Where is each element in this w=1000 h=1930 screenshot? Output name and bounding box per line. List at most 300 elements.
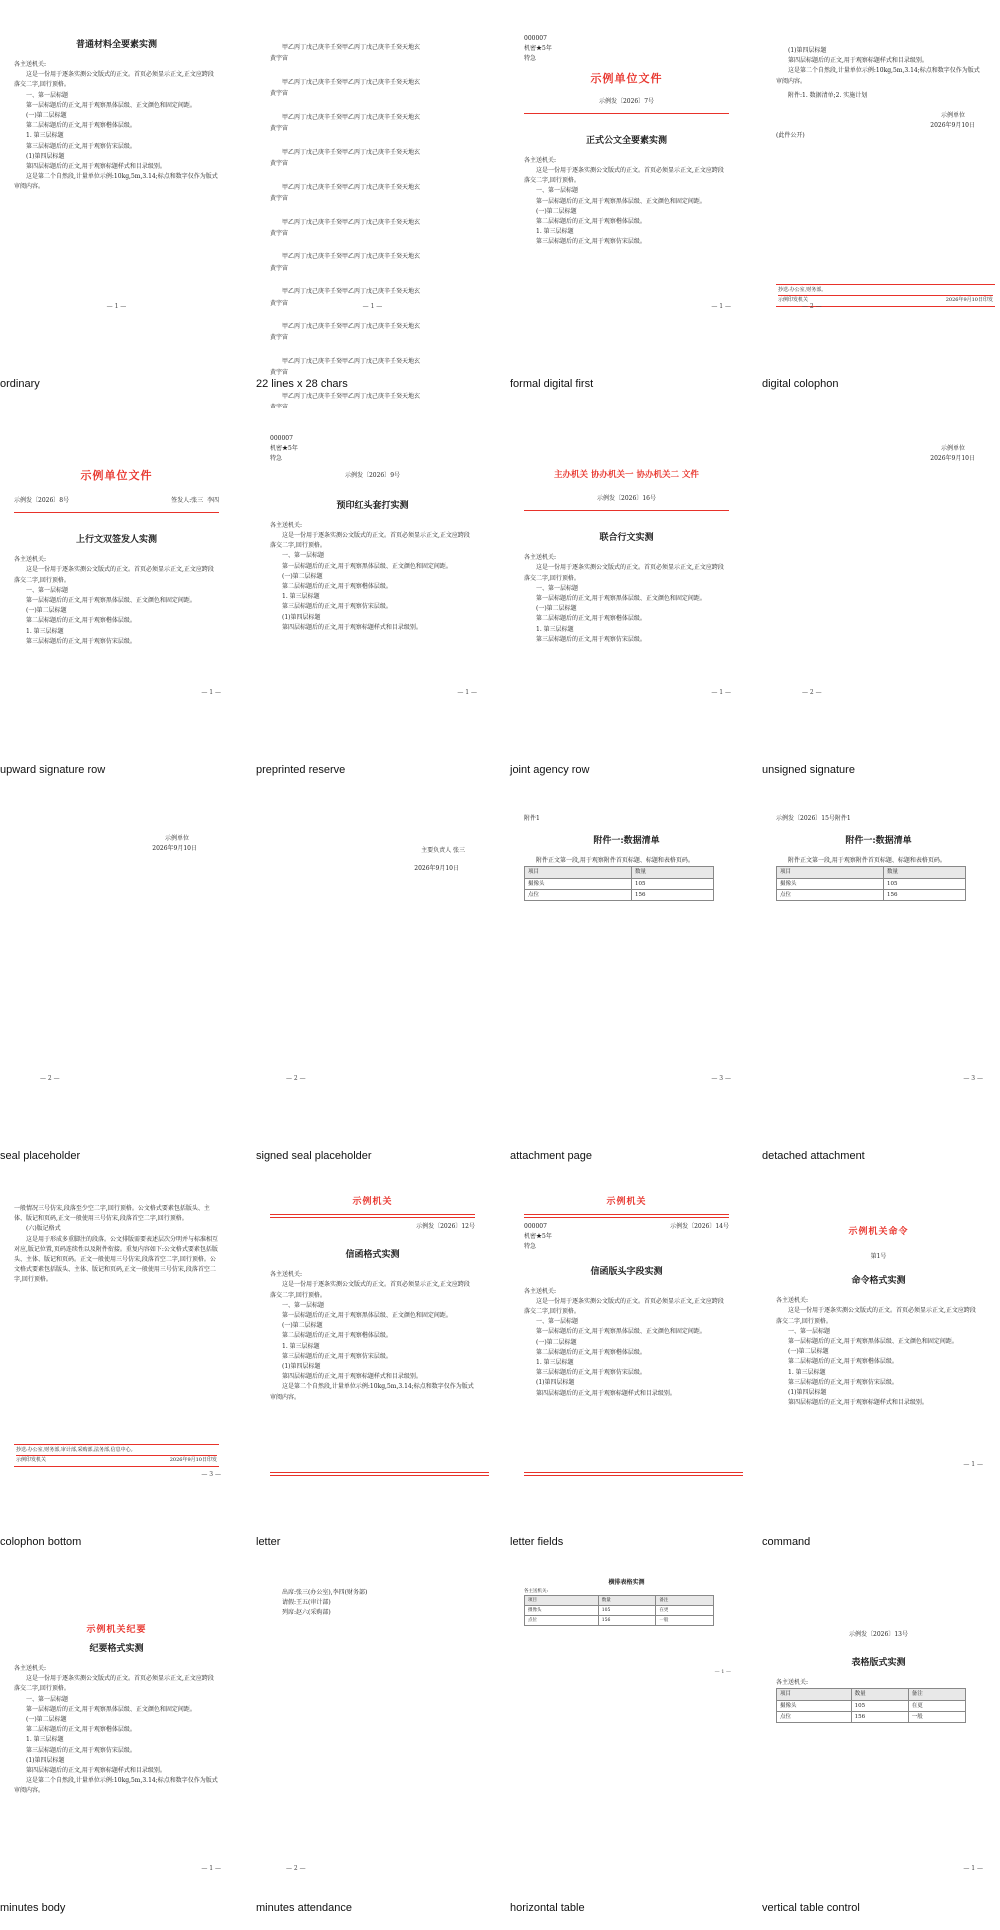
paragraph: 第二层标题后的正文,用于观察楷体层级。 bbox=[536, 615, 646, 623]
paragraph: 第三层标题后的正文,用于观察仿宋层级。 bbox=[26, 1746, 136, 1754]
heading-level-1: 一、第一层标题 bbox=[282, 552, 325, 560]
issue-date: 2026年9月10日印发 bbox=[945, 297, 993, 303]
table-cell: 项目 bbox=[525, 867, 632, 878]
doc-title: 信函格式实测 bbox=[345, 1250, 400, 1261]
document-page bbox=[762, 1180, 995, 1510]
signature-date: 2026年9月10日 bbox=[930, 122, 975, 130]
document-number: 示例发〔2026〕9号 bbox=[344, 471, 401, 479]
signature-date: 2026年9月10日 bbox=[930, 455, 975, 463]
paragraph: 第一层标题后的正文,用于观察黑体层级、正文颜色和固定间距。 bbox=[536, 1328, 706, 1336]
issuing-org-title: 示例机关纪要 bbox=[86, 1625, 147, 1635]
document-page bbox=[510, 408, 743, 738]
signer-group bbox=[171, 496, 219, 506]
table-cell: 摄像头 bbox=[777, 878, 884, 889]
sample-joint-agency-row bbox=[510, 408, 743, 788]
document-page bbox=[0, 22, 233, 352]
signer-row bbox=[14, 496, 219, 506]
paragraph: 第二层标题后的正文,用于观察楷体层级。 bbox=[26, 1726, 136, 1734]
heading-level-2: (一)第二层标题 bbox=[536, 605, 577, 613]
data-table bbox=[776, 1688, 966, 1723]
addressee: 各主送机关: bbox=[14, 556, 47, 564]
document-page bbox=[510, 1180, 743, 1510]
paragraph: 第三层标题后的正文,用于观察仿宋层级。 bbox=[282, 1352, 392, 1360]
sample-detached-attachment bbox=[762, 794, 995, 1174]
attachment-label: 示例发〔2026〕15号附件1 bbox=[776, 815, 851, 822]
document-number: 示例发〔2026〕16号 bbox=[597, 495, 656, 502]
paragraph: 第三层标题后的正文,用于观察仿宋层级。 bbox=[536, 1369, 646, 1377]
addressee: 各主送机关: bbox=[270, 521, 303, 529]
paragraph: 第一层标题后的正文,用于观察黑体层级、正文颜色和固定间距。 bbox=[282, 1312, 452, 1320]
document-page bbox=[256, 408, 489, 738]
paragraph: 第二层标题后的正文,用于观察楷体层级。 bbox=[788, 1358, 898, 1366]
sample-caption: seal placeholder bbox=[0, 1150, 81, 1162]
table-cell: 105 bbox=[884, 878, 966, 889]
table-row bbox=[777, 878, 966, 889]
page-number: — 1 — bbox=[362, 302, 383, 310]
grid-line: 甲乙丙丁戊己庚辛壬癸甲乙丙丁戊己庚辛壬癸天地玄 bbox=[282, 253, 421, 261]
grid-line: 甲乙丙丁戊己庚辛壬癸甲乙丙丁戊己庚辛壬癸天地玄 bbox=[282, 44, 421, 51]
sample-minutes-body bbox=[0, 1566, 233, 1930]
document-page bbox=[0, 1566, 233, 1896]
paragraph: 第一层标题后的正文,用于观察黑体层级、正文颜色和固定间距。 bbox=[26, 101, 196, 109]
sample-attachment-page bbox=[510, 794, 743, 1174]
table-cell: 105 bbox=[598, 1606, 656, 1616]
addressee: 各主送机关: bbox=[524, 1589, 549, 1594]
paragraph: 第四层标题后的正文,用于观察标题样式和目录级别。 bbox=[26, 163, 166, 171]
paragraph: 第一层标题后的正文,用于观察黑体层级、正文颜色和固定间距。 bbox=[536, 595, 706, 603]
sample-caption: signed seal placeholder bbox=[256, 1150, 372, 1162]
sample-ordinary bbox=[0, 22, 233, 402]
sample-caption: attachment page bbox=[510, 1150, 592, 1162]
page-number: — 3 — bbox=[711, 1074, 731, 1082]
sample-caption: command bbox=[762, 1536, 811, 1548]
table-cell: 项目 bbox=[525, 1596, 599, 1606]
table-cell: 156 bbox=[851, 1711, 908, 1722]
heading-level-3: 1. 第三层标题 bbox=[26, 132, 64, 140]
document-number: 示例发〔2026〕7号 bbox=[598, 97, 655, 105]
document-page bbox=[510, 22, 743, 352]
heading-level-4: (1)第四层标题 bbox=[26, 1756, 65, 1764]
urgency: 特急 bbox=[524, 55, 537, 63]
page-number: — 2 — bbox=[286, 1864, 306, 1872]
heading-level-1: 一、第一层标题 bbox=[536, 187, 579, 195]
heading-level-1: 一、第一层标题 bbox=[282, 1301, 325, 1309]
paragraph: 这是第二个自然段,计量单位示例:10kg,5m,3.14;标点和数字仅作为版式审阅内容。 bbox=[776, 67, 980, 85]
sample-preprinted-reserve bbox=[256, 408, 489, 788]
page-number: — 2 — bbox=[802, 688, 822, 696]
sample-caption: upward signature row bbox=[0, 764, 106, 776]
table-row bbox=[777, 1700, 966, 1711]
sample-caption: colophon bottom bbox=[0, 1536, 82, 1548]
issuing-org-title: 示例机关 bbox=[352, 1197, 393, 1207]
sample-upward-signature-row bbox=[0, 408, 233, 788]
heading-level-4: (1)第四层标题 bbox=[788, 1389, 827, 1397]
document-page bbox=[0, 794, 233, 1124]
sample-colophon-bottom bbox=[0, 1180, 233, 1560]
heading-level-3: 1. 第三层标题 bbox=[282, 1342, 320, 1350]
colophon-cc-row bbox=[778, 286, 993, 295]
paragraph: 这是一份用于逐条实测公文版式的正文。首页必须显示正文,正文应跨段落交二字,回行顶格。 bbox=[776, 1307, 976, 1325]
grid-line: 甲乙丙丁戊己庚辛壬癸甲乙丙丁戊己庚辛壬癸天地玄 bbox=[282, 78, 421, 86]
sample-caption: vertical table control bbox=[762, 1902, 860, 1914]
paragraph: 第四层标题后的正文,用于观察标题样式和目录级别。 bbox=[26, 1767, 166, 1775]
page-number: — 1 — bbox=[457, 688, 477, 696]
doc-title: 普通材料全要素实测 bbox=[75, 40, 157, 50]
cc-list: 抄送:办公室,财务部,审计部,采购部,法务部,信息中心。 bbox=[16, 1447, 136, 1453]
paragraph: 第四层标题后的正文,用于观察标题样式和目录级别。 bbox=[788, 1399, 928, 1407]
signature-org: 示例单位 bbox=[940, 445, 965, 452]
document-page bbox=[0, 408, 233, 738]
sample-caption: letter fields bbox=[510, 1536, 564, 1548]
table-header-row bbox=[525, 1596, 714, 1606]
paragraph: 第一层标题后的正文,用于观察黑体层级、正文颜色和固定间距。 bbox=[26, 597, 196, 605]
table-cell: 数量 bbox=[632, 867, 714, 878]
sample-horizontal-table bbox=[510, 1566, 743, 1930]
document-page bbox=[510, 794, 743, 1124]
red-footer-line bbox=[524, 1472, 743, 1476]
document-page bbox=[256, 1180, 489, 1510]
heading-level-1: 一、第一层标题 bbox=[26, 1695, 69, 1703]
data-table bbox=[776, 866, 966, 901]
doc-title: 上行文双签发人实测 bbox=[75, 535, 157, 546]
page-number: — 1 — bbox=[963, 1864, 983, 1872]
signer-label: 签发人:张三 bbox=[171, 497, 204, 504]
paragraph: 这是一份用于逐条实测公文版式的正文。首页必须显示正文,正文应跨段落交二字,回行顶格。 bbox=[524, 1297, 724, 1316]
addressee: 各主送机关: bbox=[14, 1665, 47, 1672]
paragraph: 第二层标题后的正文,用于观察楷体层级。 bbox=[26, 122, 136, 130]
attachment-description: 附件正文第一段,用于观察附件首页标题、标题和表格页码。 bbox=[536, 857, 694, 865]
signer-extra: 李四 bbox=[206, 497, 219, 504]
data-table bbox=[524, 866, 714, 901]
addressee: 各主送机关: bbox=[776, 1297, 809, 1305]
table-cell: 数量 bbox=[884, 867, 966, 878]
table-cell: 备注 bbox=[908, 1689, 965, 1700]
table-cell: 156 bbox=[598, 1616, 656, 1626]
sample-seal-placeholder bbox=[0, 794, 233, 1174]
paragraph: 第三层标题后的正文,用于观察仿宋层级。 bbox=[536, 635, 646, 643]
table-cell: 一般 bbox=[656, 1616, 714, 1626]
colophon bbox=[14, 1444, 219, 1467]
grid-line: 黄宇宙 bbox=[270, 194, 289, 202]
paragraph: 这是一份用于逐条实测公文版式的正文。首页必须显示正文,正文应跨段落交二字,回行顶格。 bbox=[14, 1675, 214, 1693]
sample-unsigned-signature bbox=[762, 408, 995, 788]
heading-level-4: (1)第四层标题 bbox=[788, 47, 827, 54]
signature-org: 示例单位 bbox=[940, 112, 965, 120]
document-number: 示例发〔2026〕13号 bbox=[849, 1631, 908, 1638]
heading-level-3: 1. 第三层标题 bbox=[788, 1368, 826, 1376]
page-number: — 1 — bbox=[201, 1864, 221, 1872]
heading-level-3: 1. 第三层标题 bbox=[26, 627, 64, 635]
heading-level-3: 1. 第三层标题 bbox=[536, 625, 574, 633]
table-cell: 156 bbox=[884, 889, 966, 900]
heading-level-2: (一)第二层标题 bbox=[536, 1338, 577, 1346]
secret-level: 机密★5年 bbox=[524, 1233, 552, 1241]
paragraph: 第四层标题后的正文,用于观察标题样式和目录级别。 bbox=[788, 57, 928, 65]
heading-level-4: (1)第四层标题 bbox=[282, 1363, 321, 1371]
copy-number: 000007 bbox=[270, 435, 293, 442]
red-double-line bbox=[524, 1214, 729, 1218]
copy-number: 000007 bbox=[524, 35, 547, 42]
signature-date: 2026年9月10日 bbox=[152, 845, 197, 853]
paragraph: 这是一份用于逐条实测公文版式的正文。首页必须显示正文,正文应跨段落交二字,回行顶格。 bbox=[14, 566, 214, 584]
table-header-row bbox=[525, 867, 714, 878]
paragraph: 第二层标题后的正文,用于观察楷体层级。 bbox=[536, 218, 646, 226]
paragraph: 第三层标题后的正文,用于观察仿宋层级。 bbox=[282, 603, 392, 611]
page-number: — 1 — bbox=[711, 688, 731, 696]
page-number: — 1 — bbox=[106, 302, 127, 310]
table-cell: 数量 bbox=[598, 1596, 656, 1606]
sample-caption: joint agency row bbox=[510, 764, 590, 776]
document-page bbox=[762, 408, 995, 738]
paragraph: 第四层标题后的正文,用于观察标题样式和目录级别。 bbox=[536, 1389, 676, 1397]
letter-header-row bbox=[524, 1222, 729, 1232]
heading-level-2: (一)第二层标题 bbox=[788, 1348, 829, 1356]
table-cell: 105 bbox=[632, 878, 714, 889]
table-header-row bbox=[777, 867, 966, 878]
table-cell: 一般 bbox=[908, 1711, 965, 1722]
addressee: 各主送机关: bbox=[270, 1271, 303, 1279]
heading-level-2: (一)第二层标题 bbox=[282, 1322, 323, 1330]
grid-line: 甲乙丙丁戊己庚辛壬癸甲乙丙丁戊己庚辛壬癸天地玄 bbox=[282, 218, 421, 226]
heading-level-4: (1)第四层标题 bbox=[26, 152, 65, 160]
cc-list: 抄送:办公室,财务部。 bbox=[778, 287, 827, 293]
attendees-present: 出席:张三(办公室),李四(财务部) bbox=[282, 1589, 368, 1596]
doc-title: 纪要格式实测 bbox=[89, 1644, 144, 1654]
table-cell: 摄像头 bbox=[777, 1700, 852, 1711]
sample-caption: 22 lines x 28 chars bbox=[256, 378, 348, 390]
grid-line: 甲乙丙丁戊己庚辛壬癸甲乙丙丁戊己庚辛壬癸天地玄 bbox=[282, 323, 421, 331]
urgency: 特急 bbox=[524, 1243, 537, 1251]
table-row bbox=[525, 878, 714, 889]
document-page bbox=[762, 22, 995, 352]
grid-line: 甲乙丙丁戊己庚辛壬癸甲乙丙丁戊己庚辛壬癸天地玄 bbox=[282, 183, 421, 191]
grid-line: 黄宇宙 bbox=[270, 125, 289, 133]
table-cell: 点位 bbox=[525, 889, 632, 900]
table-cell: 摄像头 bbox=[525, 1606, 599, 1616]
joint-agency-title: 主办机关 协办机关一 协办机关二 文件 bbox=[554, 470, 699, 480]
grid-line: 甲乙丙丁戊己庚辛壬癸甲乙丙丁戊己庚辛壬癸天地玄 bbox=[282, 358, 421, 366]
sample-formal-digital-first bbox=[510, 22, 743, 402]
issuing-org-title: 示例单位文件 bbox=[80, 469, 153, 482]
paragraph: 一般情况三号仿宋,段落至少空二字,回行顶格。公文格式要素包括版头、主体、版记和页码,正文一般使用三号仿宋,段落首空二字,回行顶格。 bbox=[14, 1205, 210, 1223]
red-separator-line bbox=[14, 512, 219, 513]
grid-line: 甲乙丙丁戊己庚辛壬癸甲乙丙丁戊己庚辛壬癸天地玄 bbox=[282, 113, 421, 121]
order-number: 第1号 bbox=[870, 1253, 887, 1260]
paragraph: 第四层标题后的正文,用于观察标题样式和目录级别。 bbox=[282, 623, 422, 631]
paragraph: 第三层标题后的正文,用于观察仿宋层级。 bbox=[26, 637, 136, 645]
page-number: — 1 — bbox=[963, 1460, 983, 1468]
attendees-observing: 列席:赵六(采购部) bbox=[282, 1609, 331, 1617]
data-table bbox=[524, 1595, 714, 1626]
page-number: — 2 — bbox=[286, 1074, 306, 1082]
red-double-line bbox=[270, 1214, 475, 1218]
table-cell: 点位 bbox=[525, 1616, 599, 1626]
table-cell: 数量 bbox=[851, 1689, 908, 1700]
paragraph: 这是一份用于逐条实测公文版式的正文。首页必须显示正文,正文应跨段落交二字,回行顶格。 bbox=[524, 564, 724, 582]
table-row bbox=[777, 1711, 966, 1722]
sample-caption: preprinted reserve bbox=[256, 764, 346, 776]
heading-level-3: 1. 第三层标题 bbox=[282, 593, 320, 601]
sample-signed-seal-placeholder bbox=[256, 794, 489, 1174]
heading-level-1: 一、第一层标题 bbox=[536, 1318, 579, 1326]
doc-title: 正式公文全要素实测 bbox=[585, 135, 667, 146]
colophon-issue-row bbox=[16, 1455, 217, 1465]
paragraph: 这是用于形成多重脚注的段落。公文排版需要表述层次分明并与标准相互对应,版记位置,页码连续性以及附件衔接。重复内容如下:公文格式要素包括版头、主体、版记和页码。正文一般使用三号仿宋,段落首空二字,回行顶格。公文格式要素包括版头、主体、版记和页码,正文一般使用三号仿宋,段落首空二字,回行顶格。 bbox=[14, 1235, 219, 1284]
page-number: — 2 — bbox=[802, 302, 822, 310]
issue-date: 2026年9月10日印发 bbox=[169, 1457, 217, 1463]
paragraph: 第二层标题后的正文,用于观察楷体层级。 bbox=[536, 1348, 646, 1356]
heading: (六)版记格式 bbox=[26, 1225, 61, 1233]
doc-title: 信函版头字段实测 bbox=[590, 1266, 663, 1277]
heading-level-2: (一)第二层标题 bbox=[282, 572, 323, 580]
page-number: — 3 — bbox=[201, 1470, 221, 1478]
urgency: 特急 bbox=[270, 455, 283, 463]
heading-level-1: 一、第一层标题 bbox=[536, 584, 579, 592]
table-row bbox=[525, 1616, 714, 1626]
table-cell: 在更 bbox=[908, 1700, 965, 1711]
red-separator-line bbox=[524, 510, 729, 511]
paragraph: 第二层标题后的正文,用于观察楷体层级。 bbox=[282, 1332, 392, 1340]
sample-caption: detached attachment bbox=[762, 1150, 865, 1162]
paragraph: 这是第二个自然段,计量单位示例:10kg,5m,3.14;标点和数字仅作为版式审阅内容。 bbox=[270, 1383, 474, 1401]
doc-title: 联合行文实测 bbox=[599, 533, 654, 544]
paragraph: 这是一份用于逐条实测公文版式的正文。首页必须显示正文,正文应跨段落交二字,回行顶格。 bbox=[270, 532, 470, 550]
issuing-org-title: 示例单位文件 bbox=[590, 71, 663, 85]
attachment-title: 附件一:数据清单 bbox=[845, 836, 912, 847]
doc-title: 预印红头套打实测 bbox=[336, 500, 409, 511]
sample-command bbox=[762, 1180, 995, 1560]
doc-title: 表格版式实测 bbox=[851, 1658, 906, 1669]
addressee: 各主送机关: bbox=[14, 61, 47, 68]
grid-line: 黄宇宙 bbox=[270, 299, 289, 307]
secret-level: 机密★5年 bbox=[270, 445, 298, 453]
document-page bbox=[762, 1566, 995, 1896]
attachment-list: 附件:1. 数据清单;2. 实施计划 bbox=[788, 91, 868, 99]
addressee: 各主送机关: bbox=[776, 1679, 809, 1687]
sample-caption: formal digital first bbox=[510, 378, 594, 390]
issuer: 示例印发机关 bbox=[778, 297, 809, 303]
table-cell: 项目 bbox=[777, 1689, 852, 1700]
signature-date: 2026年9月10日 bbox=[414, 865, 459, 873]
heading-level-1: 一、第一层标题 bbox=[788, 1327, 831, 1335]
paragraph: 第三层标题后的正文,用于观察仿宋层级。 bbox=[26, 142, 136, 150]
grid-lines bbox=[270, 42, 475, 413]
grid-line: 黄宇宙 bbox=[270, 229, 289, 237]
sample-caption: letter bbox=[256, 1536, 281, 1548]
colophon-cc-row bbox=[16, 1446, 217, 1455]
attachment-label: 附件1 bbox=[524, 815, 540, 822]
document-page bbox=[256, 794, 489, 1124]
heading-level-4: (1)第四层标题 bbox=[282, 613, 321, 621]
paragraph: 这是第二个自然段,计量单位示例:10kg,5m,3.14;标点和数字仅作为版式审阅内容。 bbox=[14, 1777, 218, 1795]
sample-grid bbox=[256, 22, 489, 402]
page-number: — 1 — bbox=[201, 688, 221, 696]
paragraph: 第一层标题后的正文,用于观察黑体层级、正文颜色和固定间距。 bbox=[26, 1705, 196, 1713]
heading-level-1: 一、第一层标题 bbox=[26, 91, 69, 99]
table-cell: 项目 bbox=[777, 867, 884, 878]
paragraph: 第四层标题后的正文,用于观察标题样式和目录级别。 bbox=[282, 1373, 422, 1381]
sample-minutes-attendance bbox=[256, 1566, 489, 1930]
table-cell: 点位 bbox=[777, 889, 884, 900]
page-number: — 1 — bbox=[714, 1669, 731, 1675]
paragraph: 第一层标题后的正文,用于观察黑体层级、正文颜色和固定间距。 bbox=[788, 1338, 958, 1346]
grid-line: 黄宇宙 bbox=[270, 369, 289, 377]
paragraph: 这是一份用于逐条实测公文版式的正文。首页必须显示正文,正文应跨段落交二字,回行顶格。 bbox=[524, 167, 724, 185]
paragraph: 第三层标题后的正文,用于观察仿宋层级。 bbox=[788, 1378, 898, 1386]
heading-level-2: (一)第二层标题 bbox=[26, 112, 67, 120]
sample-caption: ordinary bbox=[0, 378, 40, 390]
table-cell: 摄像头 bbox=[525, 878, 632, 889]
heading-level-2: (一)第二层标题 bbox=[536, 207, 577, 215]
sample-caption: minutes body bbox=[0, 1902, 66, 1914]
addressee: 各主送机关: bbox=[524, 156, 557, 164]
sample-vertical-table-control bbox=[762, 1566, 995, 1930]
doc-title: 命令格式实测 bbox=[851, 1276, 906, 1287]
publicity-note: (此件公开) bbox=[776, 132, 805, 140]
heading-level-3: 1. 第三层标题 bbox=[536, 228, 574, 236]
addressee: 各主送机关: bbox=[524, 554, 557, 562]
red-separator-line bbox=[524, 113, 729, 114]
attendees-leave: 请假:王五(审计部) bbox=[282, 1599, 331, 1607]
document-number: 示例发〔2026〕8号 bbox=[14, 497, 70, 504]
sample-caption: digital colophon bbox=[762, 378, 839, 390]
heading-level-2: (一)第二层标题 bbox=[26, 1716, 67, 1724]
grid-line: 甲乙丙丁戊己庚辛壬癸甲乙丙丁戊己庚辛壬癸天地玄 bbox=[282, 393, 421, 401]
heading-level-4: (1)第四层标题 bbox=[536, 1379, 575, 1387]
paragraph: 这是第二个自然段,计量单位示例:10kg,5m,3.14;标点和数字仅作为版式审阅内容。 bbox=[14, 173, 218, 191]
attachment-description: 附件正文第一段,用于观察附件首页标题、标题和表格页码。 bbox=[788, 857, 946, 865]
red-footer-line bbox=[270, 1472, 489, 1476]
table-cell: 105 bbox=[851, 1700, 908, 1711]
table-header-row bbox=[777, 1689, 966, 1700]
issuing-org-title: 示例机关命令 bbox=[848, 1227, 909, 1237]
sample-caption: horizontal table bbox=[510, 1902, 585, 1914]
signer-name: 主要负责人 张三 bbox=[421, 847, 465, 854]
sample-caption: unsigned signature bbox=[762, 764, 855, 776]
grid-line: 甲乙丙丁戊己庚辛壬癸甲乙丙丁戊己庚辛壬癸天地玄 bbox=[282, 288, 421, 296]
heading-level-3: 1. 第三层标题 bbox=[26, 1736, 64, 1744]
grid-line: 甲乙丙丁戊己庚辛壬癸甲乙丙丁戊己庚辛壬癸天地玄 bbox=[282, 148, 421, 156]
page-number: — 1 — bbox=[711, 302, 731, 310]
grid-line: 黄宇宙 bbox=[270, 55, 289, 63]
document-number: 示例发〔2026〕12号 bbox=[416, 1223, 475, 1230]
paragraph: 第三层标题后的正文,用于观察仿宋层级。 bbox=[536, 238, 646, 246]
paragraph: 第一层标题后的正文,用于观察黑体层级、正文颜色和固定间距。 bbox=[282, 562, 452, 570]
sample-caption: minutes attendance bbox=[256, 1902, 353, 1914]
sample-letter-fields bbox=[510, 1180, 743, 1560]
paragraph: 这是一份用于逐条实测公文版式的正文。首页必须显示正文,正文应跨段落交二字,回行顶格。 bbox=[14, 71, 214, 89]
grid-line: 黄宇宙 bbox=[270, 159, 289, 167]
table-row bbox=[525, 1606, 714, 1616]
paragraph: 第一层标题后的正文,用于观察黑体层级、正文颜色和固定间距。 bbox=[536, 197, 706, 205]
page-number: — 2 — bbox=[40, 1074, 60, 1082]
heading-level-1: 一、第一层标题 bbox=[26, 586, 69, 594]
document-page bbox=[762, 794, 995, 1124]
table-row bbox=[777, 889, 966, 900]
paragraph: 这是一份用于逐条实测公文版式的正文。首页必须显示正文,正文应跨段落交二字,回行顶格。 bbox=[270, 1281, 470, 1299]
heading-level-2: (一)第二层标题 bbox=[26, 607, 67, 615]
page-number: — 3 — bbox=[963, 1074, 983, 1082]
document-number: 示例发〔2026〕14号 bbox=[670, 1223, 729, 1230]
sample-digital-colophon bbox=[762, 22, 995, 402]
issuing-org-title: 示例机关 bbox=[606, 1197, 647, 1207]
secret-level: 机密★5年 bbox=[524, 45, 552, 53]
addressee: 各主送机关: bbox=[524, 1287, 557, 1295]
copy-number: 000007 bbox=[524, 1223, 547, 1230]
table-cell: 156 bbox=[632, 889, 714, 900]
sample-letter bbox=[256, 1180, 489, 1560]
table-row bbox=[525, 889, 714, 900]
